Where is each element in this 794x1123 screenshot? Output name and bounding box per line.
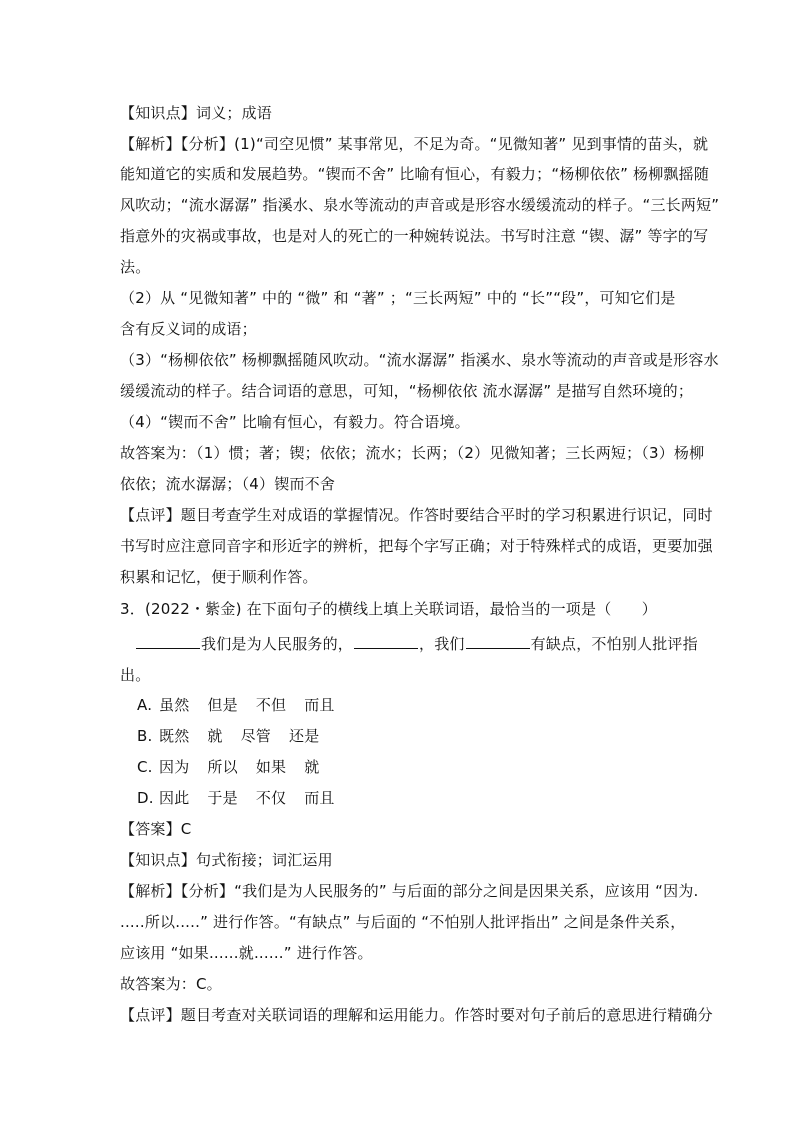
knowledge-point-2: 【知识点】句式衔接；词汇运用 bbox=[120, 851, 333, 869]
option-c[interactable]: C. 因为 所以 如果 就 bbox=[137, 758, 320, 776]
question-sentence: 我们是为人民服务的， ，我们 有缺点，不怕别人批评指 bbox=[135, 633, 698, 655]
analysis-line-6: （2）从 “见微知著” 中的 “微” 和 “著” ；“三长两短” 中的 “长”“段”，可知它们是 bbox=[120, 289, 676, 307]
option-b[interactable]: B. 既然 就 尽管 还是 bbox=[137, 727, 320, 745]
question-3-title: 3．(2022・紫金) 在下面句子的横线上填上关联词语，最恰当的一项是（ ） bbox=[120, 600, 657, 618]
comment-line-2: 书写时应注意同音字和形近字的辨析，把每个字写正确；对于特殊样式的成语，更要加强 bbox=[120, 537, 713, 555]
option-d[interactable]: D. 因此 于是 不仅 而且 bbox=[137, 789, 335, 807]
analysis-line-7: 含有反义词的成语； bbox=[120, 320, 257, 338]
analysis-2-line-1: 【解析】【分析】“我们是为人民服务的” 与后面的部分之间是因果关系，应该用 “因为. bbox=[120, 882, 699, 900]
analysis-line-10: （4）“锲而不舍” 比喻有恒心，有毅力。符合语境。 bbox=[120, 413, 470, 431]
answer-label: 【答案】C bbox=[120, 820, 192, 838]
analysis-line-1: 【解析】【分析】(1)“司空见惯” 某事常见，不足为奇。“见微知著” 见到事情的苗头，就 bbox=[120, 135, 709, 153]
blank-3[interactable] bbox=[466, 634, 530, 649]
comment-line-1: 【点评】题目考查学生对成语的掌握情况。作答时要结合平时的学习积累进行识记，同时 bbox=[120, 506, 713, 524]
analysis-line-2: 能知道它的实质和发展趋势。“锲而不舍” 比喻有恒心，有毅力；“杨柳依依” 杨柳飘摇随 bbox=[120, 165, 710, 183]
question-sentence-cont: 出。 bbox=[120, 666, 151, 684]
knowledge-point: 【知识点】词义；成语 bbox=[120, 104, 273, 122]
analysis-line-5: 法。 bbox=[120, 258, 151, 276]
answer-line-2: 依依；流水潺潺；（4）锲而不舍 bbox=[120, 475, 336, 493]
comment-line-3: 积累和记忆，便于顺利作答。 bbox=[120, 568, 318, 586]
analysis-line-3: 风吹动；“流水潺潺” 指溪水、泉水等流动的声音或是形容水缓缓流动的样子。“三长两短” bbox=[120, 196, 720, 214]
analysis-line-9: 缓缓流动的样子。结合词语的意思，可知，“杨柳依依 流水潺潺” 是描写自然环境的； bbox=[120, 382, 694, 400]
answer-2: 故答案为：C。 bbox=[120, 975, 222, 993]
option-a[interactable]: A. 虽然 但是 不但 而且 bbox=[137, 696, 335, 714]
analysis-line-4: 指意外的灾祸或事故，也是对人的死亡的一种婉转说法。书写时注意 “锲、潺” 等字的写 bbox=[120, 227, 709, 245]
analysis-2-line-2: .....所以.....” 进行作答。“有缺点” 与后面的 “不怕别人批评指出” 之间是条件关系， bbox=[120, 913, 686, 931]
analysis-line-8: （3）“杨柳依依” 杨柳飘摇随风吹动。“流水潺潺” 指溪水、泉水等流动的声音或是形容水 bbox=[120, 351, 719, 369]
comment-2: 【点评】题目考查对关联词语的理解和运用能力。作答时要对句子前后的意思进行精确分 bbox=[120, 1006, 713, 1024]
answer-line-1: 故答案为：（1）惯；著；锲；依依；流水；长两；（2）见微知著；三长两短；（3）杨柳 bbox=[120, 444, 705, 462]
blank-1[interactable] bbox=[136, 634, 200, 649]
analysis-2-line-3: 应该用 “如果......就......” 进行作答。 bbox=[120, 944, 373, 962]
blank-2[interactable] bbox=[354, 634, 418, 649]
